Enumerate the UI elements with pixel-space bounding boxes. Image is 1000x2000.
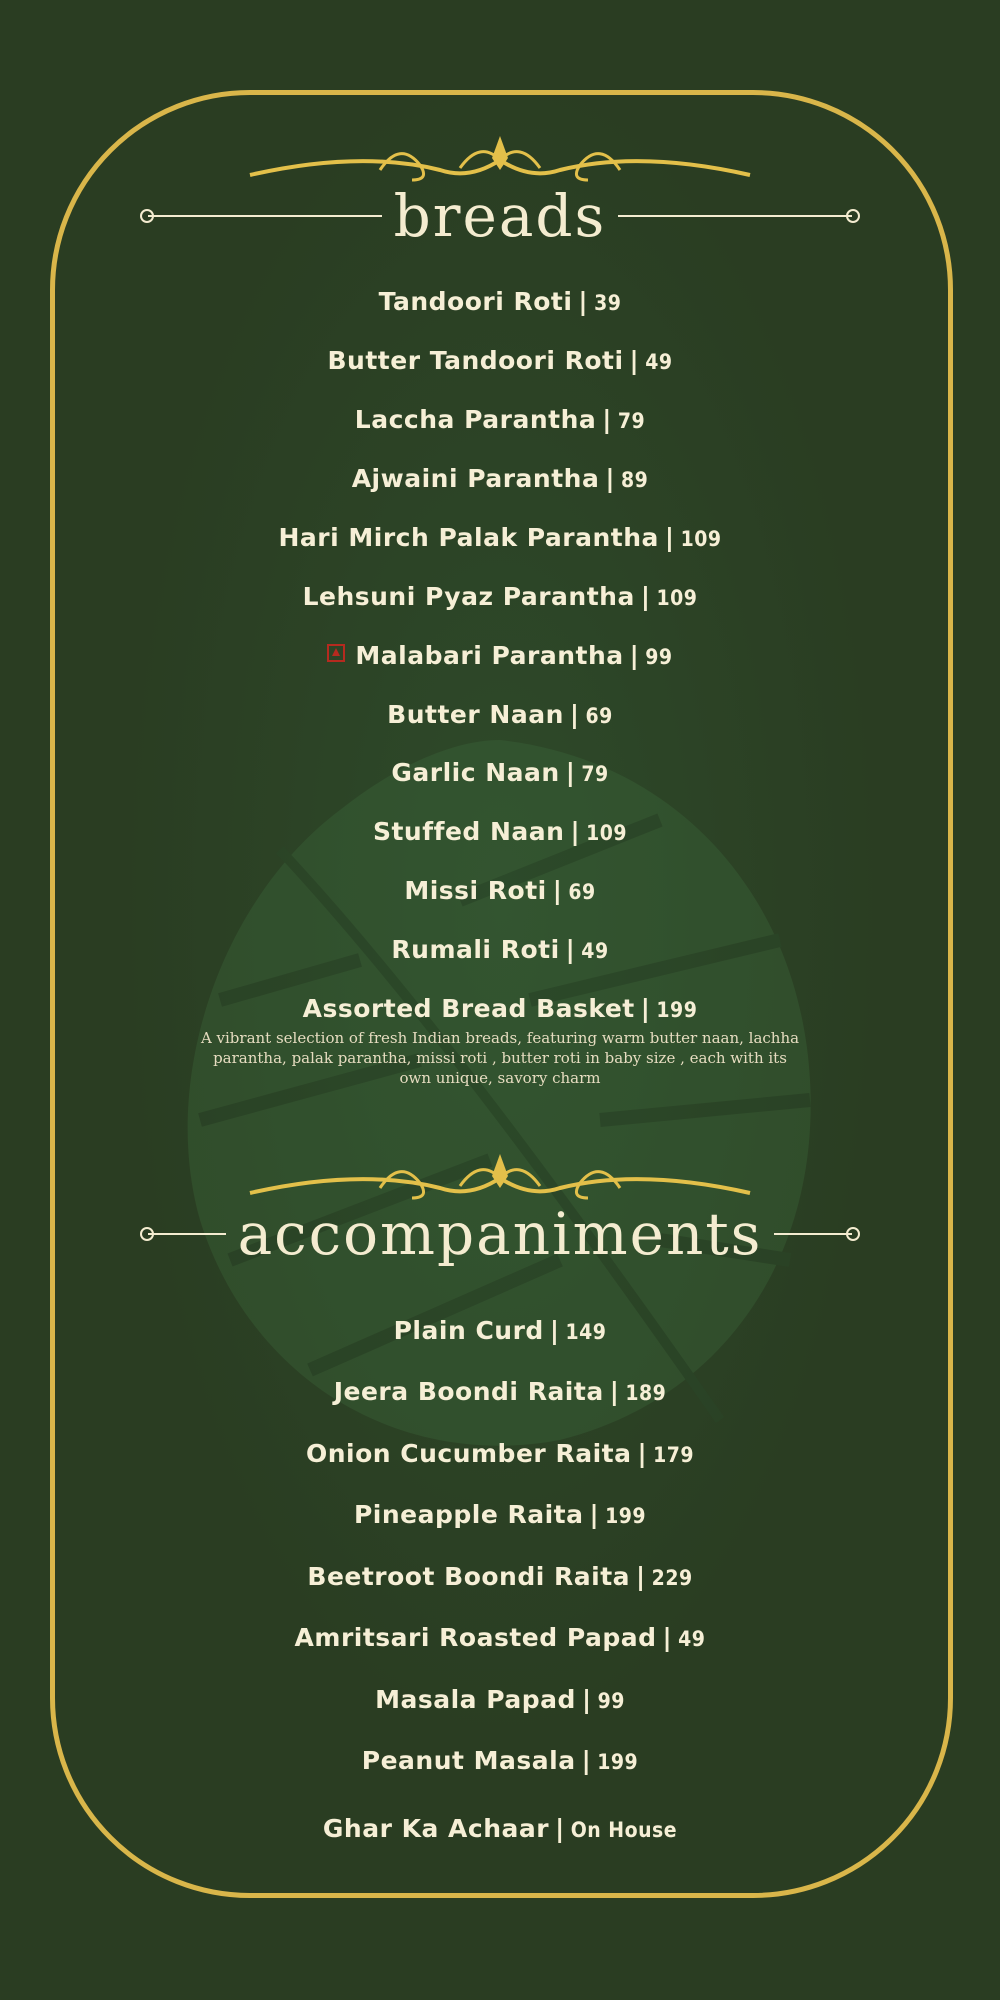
menu-item: Laccha Parantha | 79 bbox=[354, 405, 646, 434]
menu-item: Jeera Boondi Raita | 189 bbox=[333, 1377, 667, 1406]
menu-item: Ghar Ka Achaar | On House bbox=[322, 1814, 678, 1843]
breads-heading-row bbox=[148, 182, 852, 250]
accompaniments-heading: accompaniments bbox=[237, 1200, 763, 1268]
heading-rule-right bbox=[618, 215, 852, 217]
menu-item: Pineapple Raita | 199 bbox=[353, 1500, 647, 1529]
menu-item: Beetroot Boondi Raita | 229 bbox=[307, 1562, 693, 1591]
non-veg-icon bbox=[327, 644, 345, 662]
menu-item: Stuffed Naan | 109 bbox=[372, 817, 628, 846]
menu-item: Plain Curd | 149 bbox=[393, 1316, 607, 1345]
menu-item: Butter Tandoori Roti | 49 bbox=[327, 346, 673, 375]
menu-item: Lehsuni Pyaz Parantha | 109 bbox=[302, 582, 698, 611]
menu-item: Butter Naan | 69 bbox=[387, 700, 613, 729]
menu-item: Ajwaini Parantha | 89 bbox=[351, 464, 649, 493]
menu-item: Peanut Masala | 199 bbox=[361, 1746, 639, 1775]
menu-item: Masala Papad | 99 bbox=[375, 1685, 625, 1714]
menu-item: Missi Roti | 69 bbox=[404, 876, 596, 905]
heading-rule-right bbox=[774, 1233, 852, 1235]
menu-item: Tandoori Roti | 39 bbox=[378, 287, 622, 316]
item-description: A vibrant selection of fresh Indian breads, featuring warm butter naan, lachha parantha, palak parantha, missi roti , butter roti in baby size , each with its own unique, savory charm bbox=[200, 1029, 800, 1087]
heading-rule-left bbox=[148, 1233, 226, 1235]
breads-heading: breads bbox=[393, 182, 607, 250]
menu-item: Amritsari Roasted Papad | 49 bbox=[294, 1623, 706, 1652]
accompaniments-heading-row bbox=[148, 1200, 852, 1268]
menu-item: Onion Cucumber Raita | 179 bbox=[305, 1439, 695, 1468]
heading-rule-left bbox=[148, 215, 382, 217]
menu-item: Rumali Roti | 49 bbox=[391, 935, 609, 964]
menu-item: Hari Mirch Palak Parantha | 109 bbox=[278, 523, 722, 552]
menu-item: Assorted Bread Basket | 199 bbox=[302, 994, 698, 1023]
menu-item: Malabari Parantha | 99 bbox=[0, 641, 1000, 670]
menu-item: Garlic Naan | 79 bbox=[391, 758, 609, 787]
